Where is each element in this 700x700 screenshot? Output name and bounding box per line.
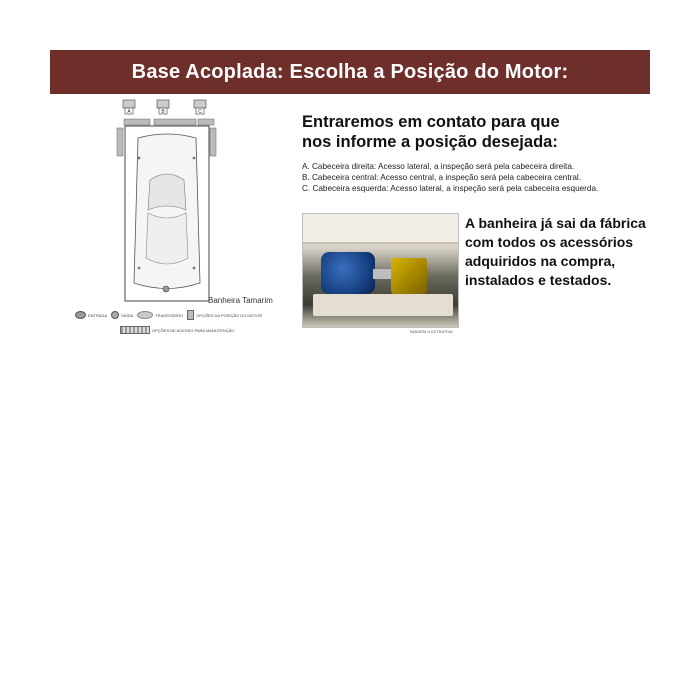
inlet-icon [75,311,86,319]
motor-label-a: A [127,109,131,115]
legend-item-motor [187,310,262,320]
option-a: A. Cabeceira direita: Acesso lateral, a inspeção será pela cabeceira direita. [302,162,575,171]
access-strip-top-right [198,119,214,125]
tub-basin [134,134,200,289]
legend-label: SAÍDA [121,312,134,318]
photo-control-box [391,258,427,294]
factory-text-line: com todos os acessórios [465,234,634,250]
headline [302,112,652,152]
legend-item-access [120,326,234,334]
legend-label: TRAVESSEIRO [155,312,184,318]
motor-label-b: B [161,109,165,115]
legend-row [75,326,280,334]
motor-icon [187,310,194,320]
option-b: B. Cabeceira central: Acesso central, a inspeção será pela cabeceira central. [302,173,581,182]
access-panel-icon [120,326,150,334]
bathtub-drawing [70,98,280,308]
jet-icon [193,267,196,270]
photo-tub-edge [303,214,458,244]
motor-photo [302,213,459,328]
motor-options-list [302,161,652,194]
photo-pump-motor [321,252,375,294]
jet-icon [193,157,196,160]
page-title: Base Acoplada: Escolha a Posição do Motor: [131,60,569,83]
pillow-icon [137,311,153,319]
legend-label: OPÇÕES DE ACESSO PARA MANUTENÇÃO [152,327,235,333]
legend-item-travesseiro [137,311,183,319]
seat-shape [146,213,188,264]
motor-label-c: C [198,109,202,115]
legend-label: ENTRADA [88,312,108,318]
bathtub-name: Banheira Tamarim [208,296,273,305]
access-strip-right [210,128,216,156]
title-banner [50,50,650,94]
option-c: C. Cabeceira esquerda: Acesso lateral, a inspeção será pela cabeceira esquerda. [302,184,599,193]
access-strip-top-left [124,119,150,125]
headline-line: Entraremos em contato para que [302,113,560,131]
factory-text-line: instalados e testados. [465,272,612,288]
access-strip-top-center [154,119,196,125]
jet-icon [138,157,141,160]
outlet-icon [111,311,119,319]
pillow-shape [148,174,186,210]
info-block [302,112,652,194]
factory-text-line: A banheira já sai da fábrica [465,215,646,231]
bathtub-diagram [70,98,280,338]
drain-icon [163,286,169,292]
jet-icon [138,267,141,270]
legend-label: OPÇÕES DA POSIÇÃO DO MOTOR [196,312,263,318]
access-strip-left [117,128,123,156]
factory-text [465,214,650,290]
legend-item-saida [111,311,133,319]
photo-base [313,294,453,316]
photo-caption: IMAGEM ILUSTRATIVA [410,329,453,334]
legend-row [75,310,280,320]
headline-line: nos informe a posição desejada: [302,133,558,151]
legend-item-entrada [75,311,107,319]
factory-text-line: adquiridos na compra, [465,253,616,269]
diagram-legend [75,310,280,340]
